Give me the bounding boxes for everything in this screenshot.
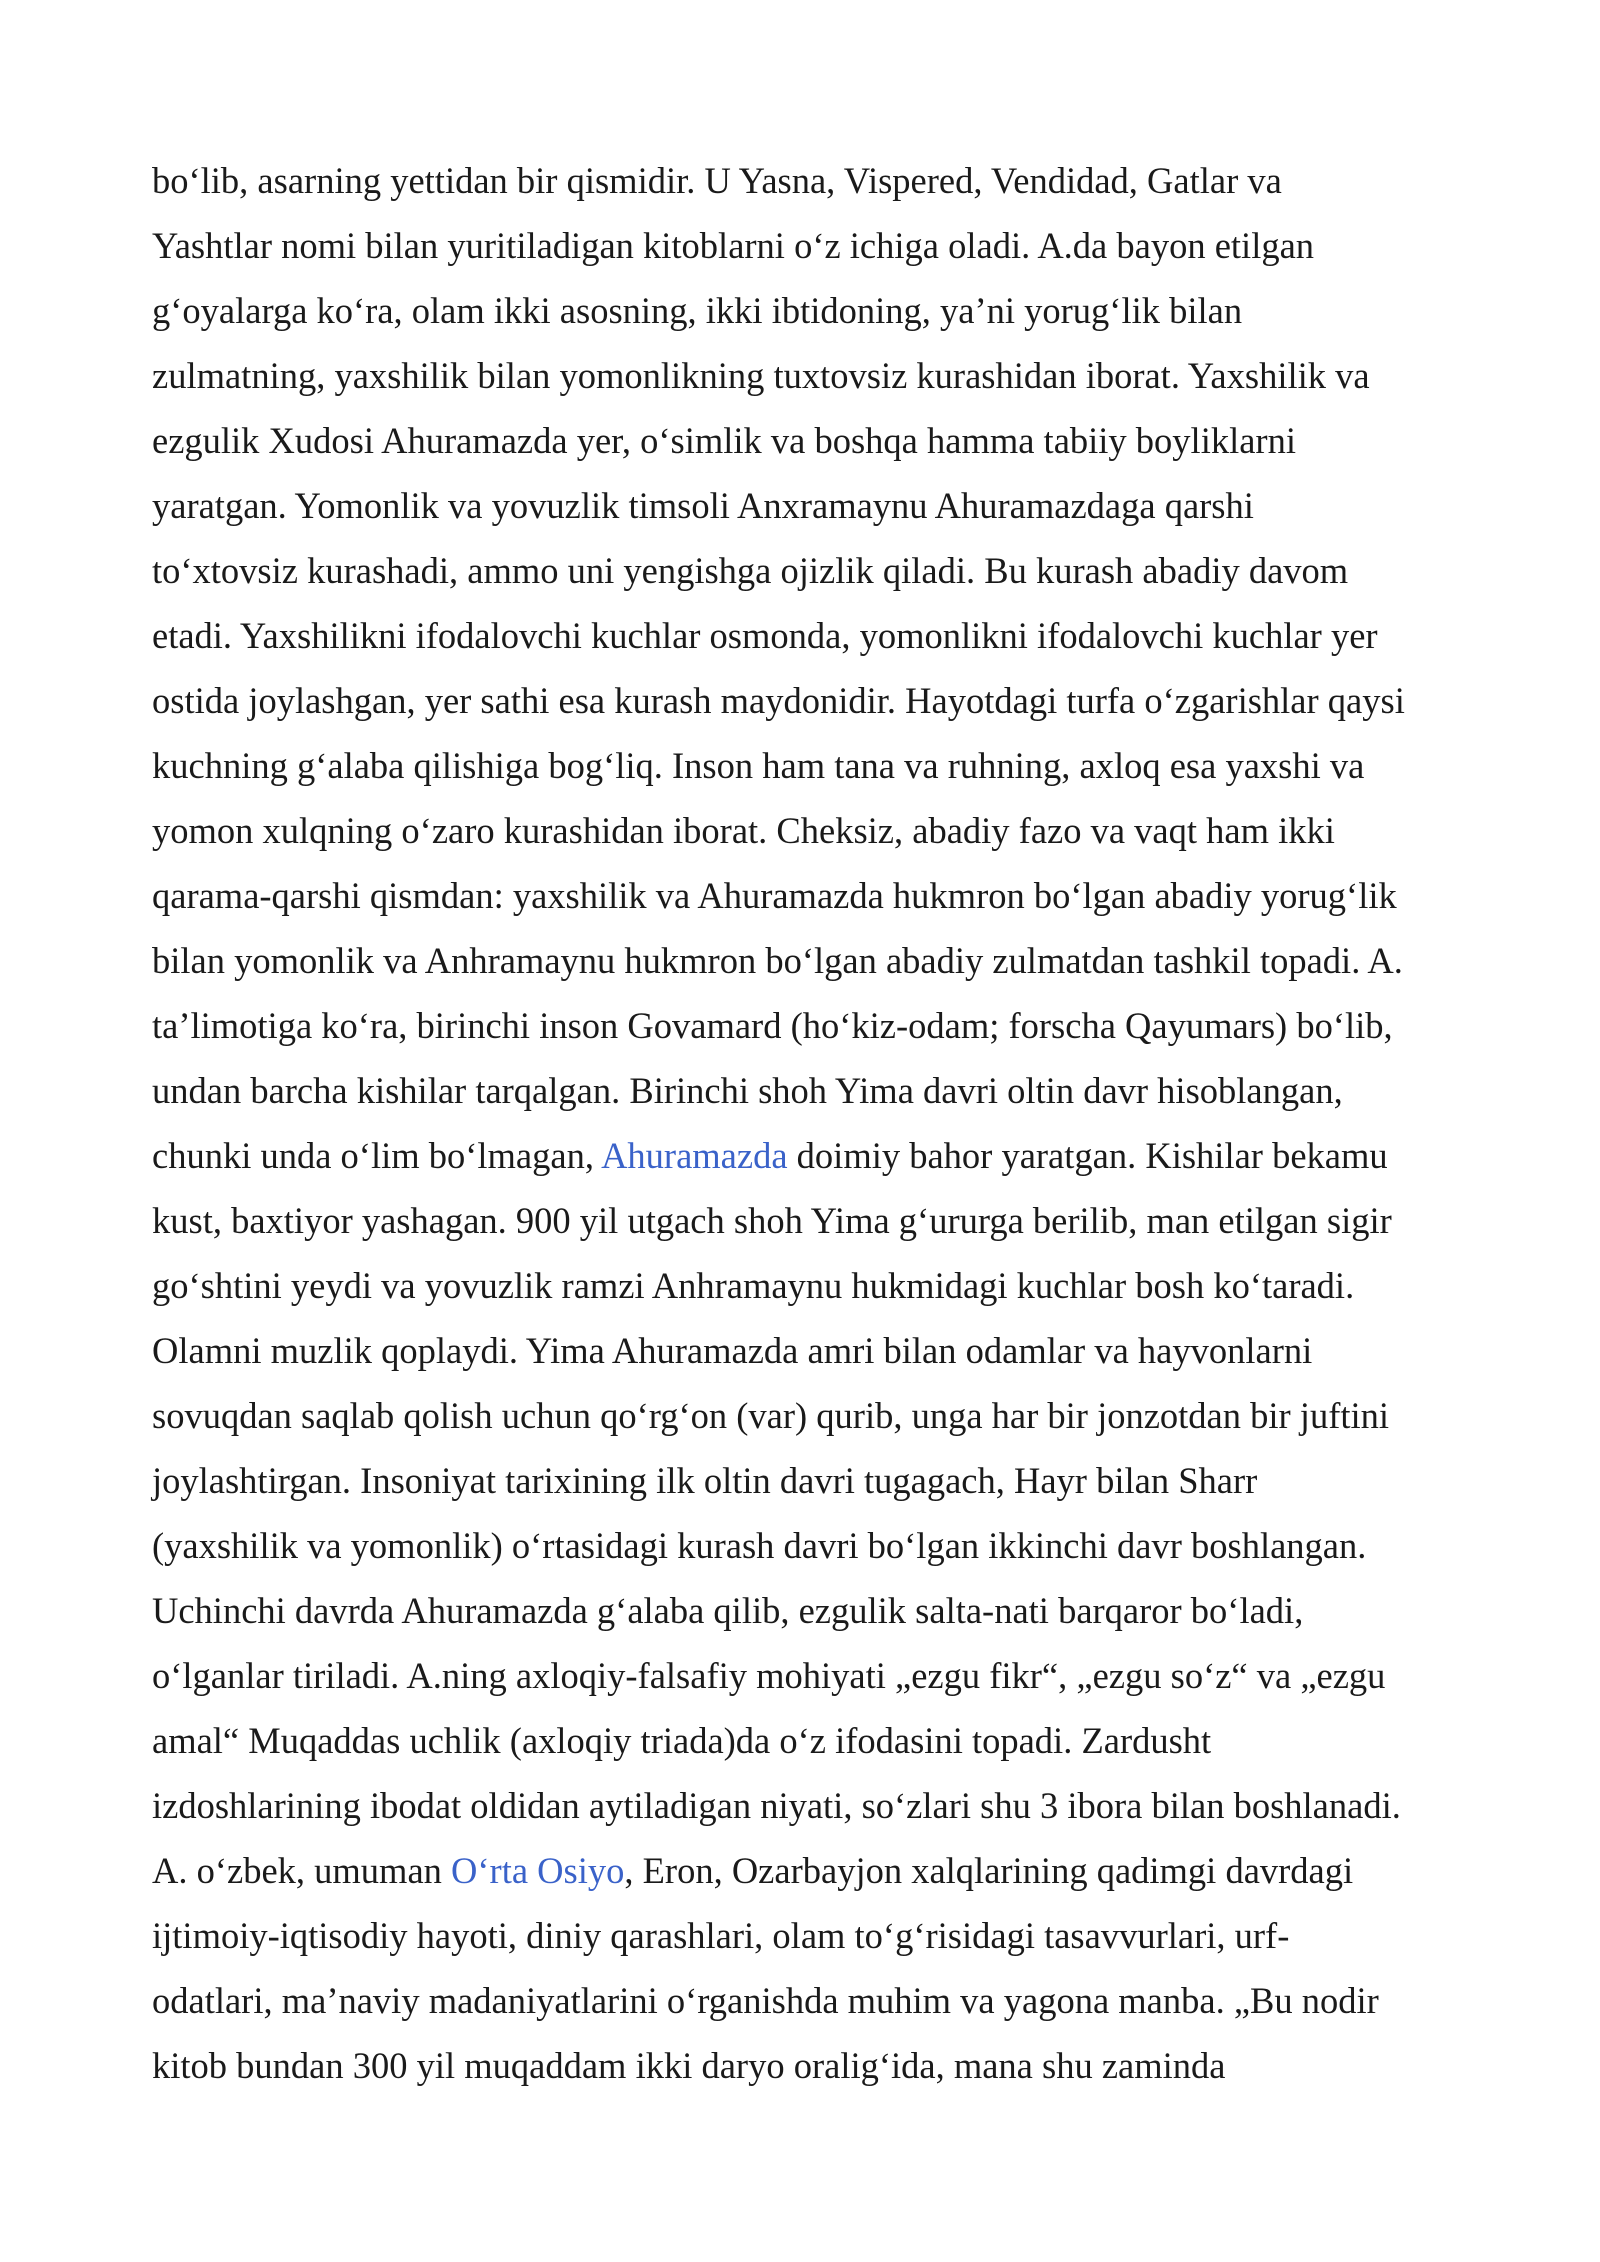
text-line [152, 538, 1452, 603]
document-page [152, 148, 1452, 2098]
text-line [152, 148, 1452, 213]
text-run: izdoshlarining ibodat oldidan aytiladigan niyati, so‘zlari shu 3 ibora bilan boshlanadi. [152, 1785, 1401, 1826]
text-line [152, 1838, 1452, 1903]
text-run: A. o‘zbek, umuman [152, 1850, 452, 1891]
text-line [152, 1253, 1452, 1318]
text-run: go‘shtini yeydi va yovuzlik ramzi Anhramaynu hukmidagi kuchlar bosh ko‘taradi. [152, 1265, 1355, 1306]
text-run: doimiy bahor yaratgan. Kishilar bekamu [787, 1135, 1388, 1176]
text-run: Olamni muzlik qoplaydi. Yima Ahuramazda amri bilan odamlar va hayvonlarni [152, 1330, 1313, 1371]
text-line [152, 1578, 1452, 1643]
text-line [152, 1643, 1452, 1708]
text-run: yaratgan. Yomonlik va yovuzlik timsoli Anxramaynu Ahuramazdaga qarshi [152, 485, 1254, 526]
text-line [152, 993, 1452, 1058]
text-line [152, 1968, 1452, 2033]
text-line [152, 1708, 1452, 1773]
text-line [152, 473, 1452, 538]
text-line [152, 1513, 1452, 1578]
text-line [152, 603, 1452, 668]
text-run: o‘lganlar tiriladi. A.ning axloqiy-falsafiy mohiyati „ezgu fikr“, „ezgu so‘z“ va „ezgu [152, 1655, 1386, 1696]
text-run: ta’limotiga ko‘ra, birinchi inson Govamard (ho‘kiz-odam; forscha Qayumars) bo‘lib, [152, 1005, 1393, 1046]
text-line [152, 668, 1452, 733]
text-line [152, 798, 1452, 863]
text-line [152, 1123, 1452, 1188]
text-run: sovuqdan saqlab qolish uchun qo‘rg‘on (var) qurib, unga har bir jonzotdan bir juftini [152, 1395, 1390, 1436]
text-line [152, 863, 1452, 928]
text-line [152, 928, 1452, 993]
text-line [152, 1318, 1452, 1383]
text-line [152, 1903, 1452, 1968]
text-run: chunki unda o‘lim bo‘lmagan, [152, 1135, 602, 1176]
text-run: etadi. Yaxshilikni ifodalovchi kuchlar osmonda, yomonlikni ifodalovchi kuchlar yer [152, 615, 1378, 656]
text-run: joylashtirgan. Insoniyat tarixining ilk oltin davri tugagach, Hayr bilan Sharr [152, 1460, 1258, 1501]
text-run: kuchning g‘alaba qilishiga bog‘liq. Inson ham tana va ruhning, axloq esa yaxshi va [152, 745, 1365, 786]
text-run: zulmatning, yaxshilik bilan yomonlikning tuxtovsiz kurashidan iborat. Yaxshilik va [152, 355, 1370, 396]
text-run: bo‘lib, asarning yettidan bir qismidir. U Yasna, Vispered, Vendidad, Gatlar va [152, 160, 1282, 201]
text-run: ezgulik Xudosi Ahuramazda yer, o‘simlik va boshqa hamma tabiiy boyliklarni [152, 420, 1296, 461]
text-run: undan barcha kishilar tarqalgan. Birinchi shoh Yima davri oltin davr hisoblangan, [152, 1070, 1343, 1111]
text-line [152, 278, 1452, 343]
text-run: to‘xtovsiz kurashadi, ammo uni yengishga ojizlik qiladi. Bu kurash abadiy davom [152, 550, 1349, 591]
text-run: kitob bundan 300 yil muqaddam ikki daryo oralig‘ida, mana shu zaminda [152, 2045, 1226, 2086]
text-run: (yaxshilik va yomonlik) o‘rtasidagi kurash davri bo‘lgan ikkinchi davr boshlangan. [152, 1525, 1367, 1566]
text-run: odatlari, ma’naviy madaniyatlarini o‘rganishda muhim va yagona manba. „Bu nodir [152, 1980, 1379, 2021]
text-run: amal“ Muqaddas uchlik (axloqiy triada)da o‘z ifodasini topadi. Zardusht [152, 1720, 1212, 1761]
text-run: g‘oyalarga ko‘ra, olam ikki asosning, ikki ibtidoning, ya’ni yorug‘lik bilan [152, 290, 1243, 331]
text-line [152, 1188, 1452, 1253]
text-run: yomon xulqning o‘zaro kurashidan iborat. Cheksiz, abadiy fazo va vaqt ham ikki [152, 810, 1335, 851]
text-run: kust, baxtiyor yashagan. 900 yil utgach shoh Yima g‘ururga berilib, man etilgan sigir [152, 1200, 1392, 1241]
text-line [152, 213, 1452, 278]
text-run: Uchinchi davrda Ahuramazda g‘alaba qilib, ezgulik salta-nati barqaror bo‘ladi, [152, 1590, 1304, 1631]
ahuramazda-link[interactable]: Ahuramazda [601, 1135, 788, 1176]
text-run: bilan yomonlik va Anhramaynu hukmron bo‘lgan abadiy zulmatdan tashkil topadi. A. [152, 940, 1403, 981]
text-run: qarama-qarshi qismdan: yaxshilik va Ahuramazda hukmron bo‘lgan abadiy yorug‘lik [152, 875, 1397, 916]
text-line [152, 343, 1452, 408]
orta-osiyo-link[interactable]: O‘rta Osiyo [451, 1850, 625, 1891]
text-run: ijtimoiy-iqtisodiy hayoti, diniy qarashlari, olam to‘g‘risidagi tasavvurlari, urf- [152, 1915, 1290, 1956]
text-run: , Eron, Ozarbayjon xalqlarining qadimgi davrdagi [624, 1850, 1354, 1891]
text-line [152, 1383, 1452, 1448]
text-line [152, 2033, 1452, 2098]
text-line [152, 1058, 1452, 1123]
text-line [152, 733, 1452, 798]
text-line [152, 1448, 1452, 1513]
text-run: ostida joylashgan, yer sathi esa kurash maydonidir. Hayotdagi turfa o‘zgarishlar qaysi [152, 680, 1405, 721]
text-run: Yashtlar nomi bilan yuritiladigan kitoblarni o‘z ichiga oladi. A.da bayon etilgan [152, 225, 1315, 266]
text-line [152, 408, 1452, 473]
text-line [152, 1773, 1452, 1838]
